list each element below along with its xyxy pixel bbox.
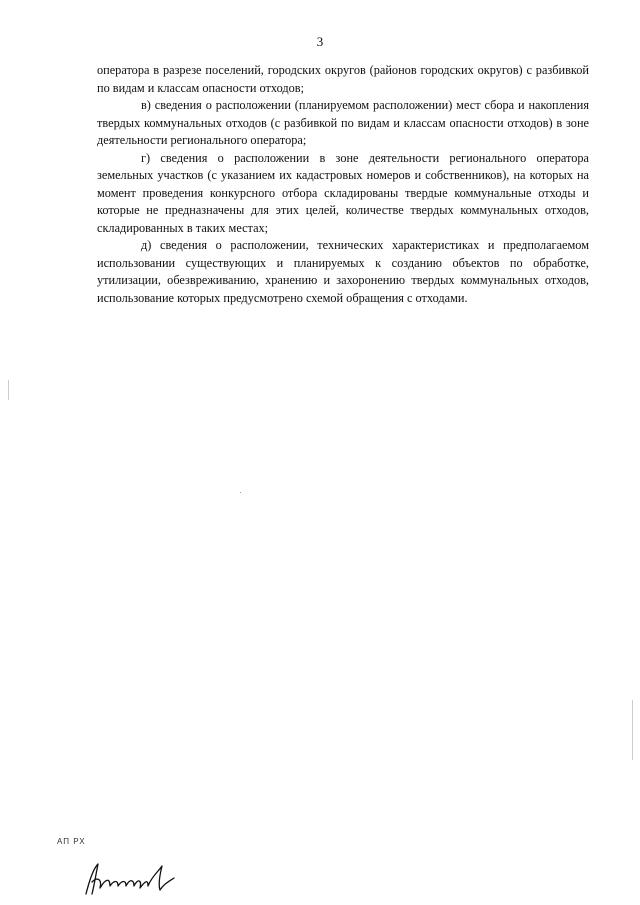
page-number: 3	[316, 34, 324, 49]
office-code-stamp: АП РХ	[57, 837, 86, 846]
paragraph-item-g: г) сведения о расположении в зоне деятельности регионального оператора земельных участков (с указанием их кадастровых номеров и собственников), на которых на момент проведения конкурсного отбора складированы твердые коммунальные отходы и которые не предназначены для этих целей, количестве твердых коммунальных отходов, складированных в таких местах;	[97, 150, 589, 235]
scan-artifact	[240, 492, 241, 493]
scan-artifact	[8, 380, 9, 400]
paragraph-item-d: д) сведения о расположении, технических характеристиках и предполагаемом использовании существующих и планируемых к созданию объектов по обработке, утилизации, обезвреживанию, хранению и захоронению твердых коммунальных отходов, использование которых предусмотрено схемой обращения с отходами.	[97, 238, 589, 305]
scan-artifact	[632, 700, 633, 760]
signature-icon	[82, 858, 182, 898]
paragraph-item-v: в) сведения о расположении (планируемом расположении) мест сбора и накопления твердых коммунальных отходов (с разбивкой по видам и классам опасности отходов) в зоне деятельности регионального оператора;	[97, 98, 589, 147]
document-body	[97, 62, 589, 307]
paragraph-continuation: оператора в разрезе поселений, городских округов (районов городских округов) с разбивкой по видам и классам опасности отходов;	[97, 63, 589, 95]
